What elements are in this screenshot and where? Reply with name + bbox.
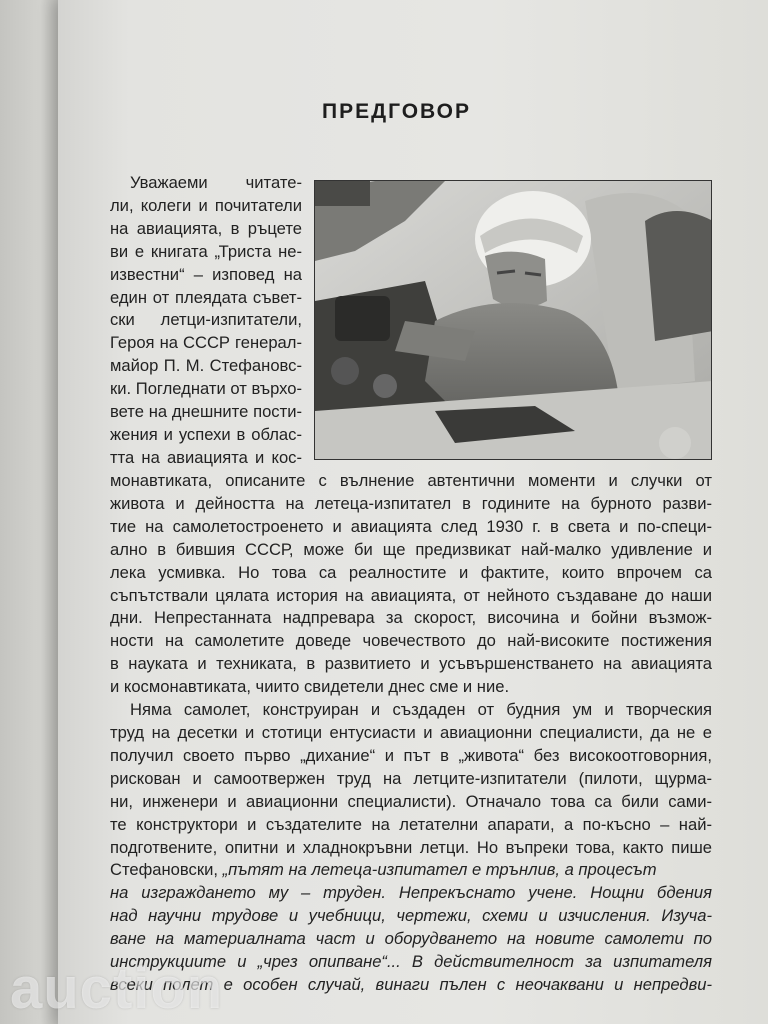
italic-line: всеки полет е особен случай, винаги пълен с неочаквани и непредви- xyxy=(110,974,712,994)
text-line: рискован и самоотвержен труд на летците-изпитатели (пилоти, щурма- xyxy=(110,768,712,788)
text-line: Няма самолет, конструиран и създаден от будния ум и творческия xyxy=(130,700,712,720)
text-line: ни, инженери и авиационни специалисти). Отначало това са били сами- xyxy=(110,791,712,811)
text-line: лека усмивка. Но това са реалностите и фактите, които впрочем са xyxy=(110,562,712,582)
text-line: труд на десетки и стотици ентусиасти и авиационни специалисти, да не е xyxy=(110,722,712,742)
page-title: ПРЕДГОВОР xyxy=(322,100,472,123)
text-line xyxy=(110,859,712,882)
text-line: Героя на СССР генерал- xyxy=(110,333,302,353)
text-line: тие на самолетостроенето и авиацията след 1930 г. в света и по-специ- xyxy=(110,516,712,536)
italic-line: над научни трудове и учебници, чертежи, схеми и изчисления. Изуча- xyxy=(110,906,712,926)
text-line: живота и дейността на летеца-изпитател в годините на бурното разви- xyxy=(110,493,712,513)
italic-line: ване на материалната част и оборудването на новите самолети по xyxy=(110,929,712,949)
text-line: на авиацията, в ръцете xyxy=(110,218,302,238)
text-line: един от плеядата съвет- xyxy=(110,287,302,307)
text-line: ски летци-изпитатели, xyxy=(110,310,302,330)
text-line: ално в бившия СССР, може би ще предизвикат най-малко удивление и xyxy=(110,539,712,559)
intro-paragraph xyxy=(110,172,712,470)
italic-line: на изграждането му – труден. Непрекъснато учене. Нощни бдения xyxy=(110,883,712,903)
text-line: жения и успехи в облас- xyxy=(110,424,302,444)
italic-line: инструкциите и „чрез опипване“... В действителност за изпитателя xyxy=(110,952,712,972)
text-line: вете на днешните пости- xyxy=(110,402,302,422)
auction-watermark: auction xyxy=(10,956,224,1021)
text-line: тта на авиацията и кос- xyxy=(110,447,302,467)
text-line: ности на самолетите доведе човечеството до най-високите постижения xyxy=(110,631,712,651)
book-gutter xyxy=(0,0,58,1024)
text-line: те конструктори и създателите на летателни апарати, а по-късно – най- xyxy=(110,814,712,834)
text-line: монавтиката, описаните с вълнение автентични моменти и случки от xyxy=(110,471,712,490)
text-line: в науката и техниката, в развитието и усъвършенстването на авиацията xyxy=(110,654,712,674)
text-line: ки. Погледнати от върхо- xyxy=(110,379,302,399)
text-line: получил своето първо „дихание“ и път в „живота“ без високоотговорния, xyxy=(110,745,712,765)
text-line: подготвените, опитни и хладнокръвни летци. Но въпреки това, както пише xyxy=(110,837,712,857)
text-line: Уважаеми читате- xyxy=(130,173,302,192)
text-line: дни. Непрестанната надпревара за скорост, височина и бойни възмож- xyxy=(110,608,712,628)
text-line: майор П. М. Стефановс- xyxy=(110,356,302,376)
text-line: и космонавтиката, чиито свидетели днес сме и ние. xyxy=(110,677,510,697)
body-text xyxy=(110,470,712,997)
text-line: ви е книгата „Триста не- xyxy=(110,241,302,261)
text-line: известни“ – изповед на xyxy=(110,264,302,284)
text-line: съпътствали цялата история на авиацията, от нейното създаване до наши xyxy=(110,585,712,605)
text-run: Стефановски, xyxy=(110,860,223,880)
italic-quote-start: „пътят на летеца-изпитател е трънлив, а процесът xyxy=(222,860,657,880)
text-line: ли, колеги и почитатели xyxy=(110,195,302,215)
